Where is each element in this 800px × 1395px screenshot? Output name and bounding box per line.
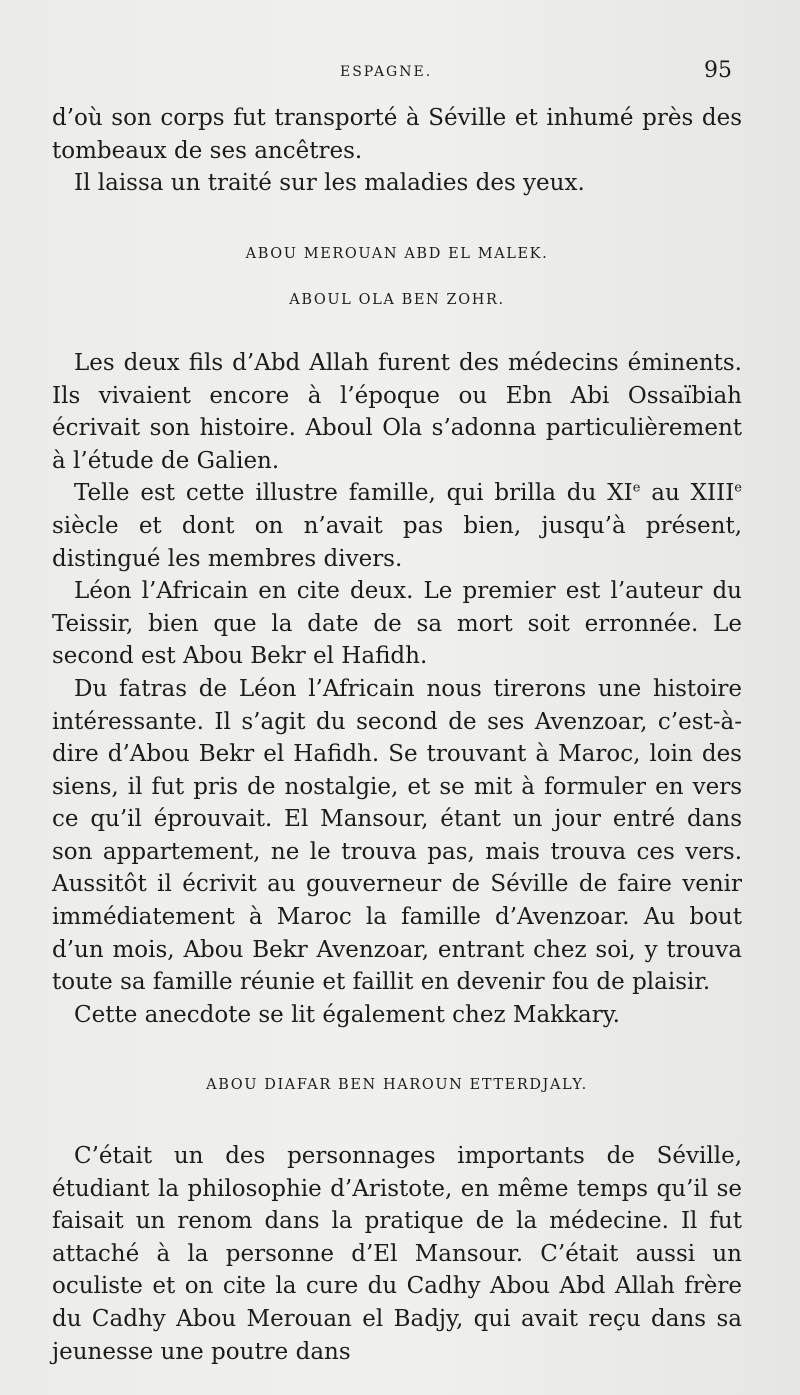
page-number: 95 [704, 58, 732, 83]
text-run: au XIII [640, 480, 735, 507]
paragraph [52, 477, 742, 575]
paragraph: C’était un des personnages importants de Séville, étudiant la philosophie d’Aristote, en même temps qu’il se faisait un renom dans la pratique de la médecine. Il fut attaché à la personne d’El Mansour. C’était aussi un oculiste et on cite la cure du Cadhy Abou Abd Allah frère du Cadhy Abou Merouan el Badjy, qui avait reçu dans sa jeunesse une poutre dans [52, 1143, 742, 1365]
section-heading: ABOU MEROUAN ABD EL MALEK. [245, 245, 549, 262]
text-run: Telle est cette illustre famille, qui brilla du XI [74, 480, 633, 507]
superscript: e [632, 480, 641, 496]
page-header [0, 58, 800, 92]
text-run: siècle et dont on n’avait pas bien, jusqu’à présent, distingué les membres divers. [52, 512, 742, 572]
paragraph: Cette anecdote se lit également chez Makkary. [74, 1001, 620, 1028]
section-heading: ABOUL OLA BEN ZOHR. [289, 292, 505, 309]
paragraph: Les deux fils d’Abd Allah furent des médecins éminents. Ils vivaient encore à l’époque ou Ebn Abi Ossaïbiah écrivait son histoire. Aboul Ola s’adonna particulièrement à l’étude de Galien. [52, 349, 742, 474]
body-text [52, 102, 742, 1368]
superscript: e [734, 480, 742, 496]
running-title: ESPAGNE. [340, 64, 433, 80]
paragraph: Léon l’Africain en cite deux. Le premier est l’auteur du Teissir, bien que la date de sa mort soit erronnée. Le second est Abou Bekr el Hafidh. [52, 578, 742, 670]
section-heading: ABOU DIAFAR BEN HAROUN ETTERDJALY. [206, 1077, 588, 1094]
paragraph: Du fatras de Léon l’Africain nous tirerons une histoire intéressante. Il s’agit du second de ses Avenzoar, c’est-à-dire d’Abou Bekr el Hafidh. Se trouvant à Maroc, loin des siens, il fut pris de nostalgie, et se mit à formuler en vers ce qu’il éprouvait. El Mansour, étant un jour entré dans son appartement, ne le trouva pas, mais trouva ces vers. Aussitôt il écrivit au gouverneur de Séville de faire venir immédiatement à Maroc la famille d’Avenzoar. Au bout d’un mois, Abou Bekr Avenzoar, entrant chez soi, y trouva toute sa famille réunie et faillit en devenir fou de plaisir. [52, 675, 742, 996]
paragraph: Il laissa un traité sur les maladies des yeux. [74, 170, 585, 197]
paragraph-continued: d’où son corps fut transporté à Séville et inhumé près des tombeaux de ses ancêtres. [52, 105, 742, 164]
